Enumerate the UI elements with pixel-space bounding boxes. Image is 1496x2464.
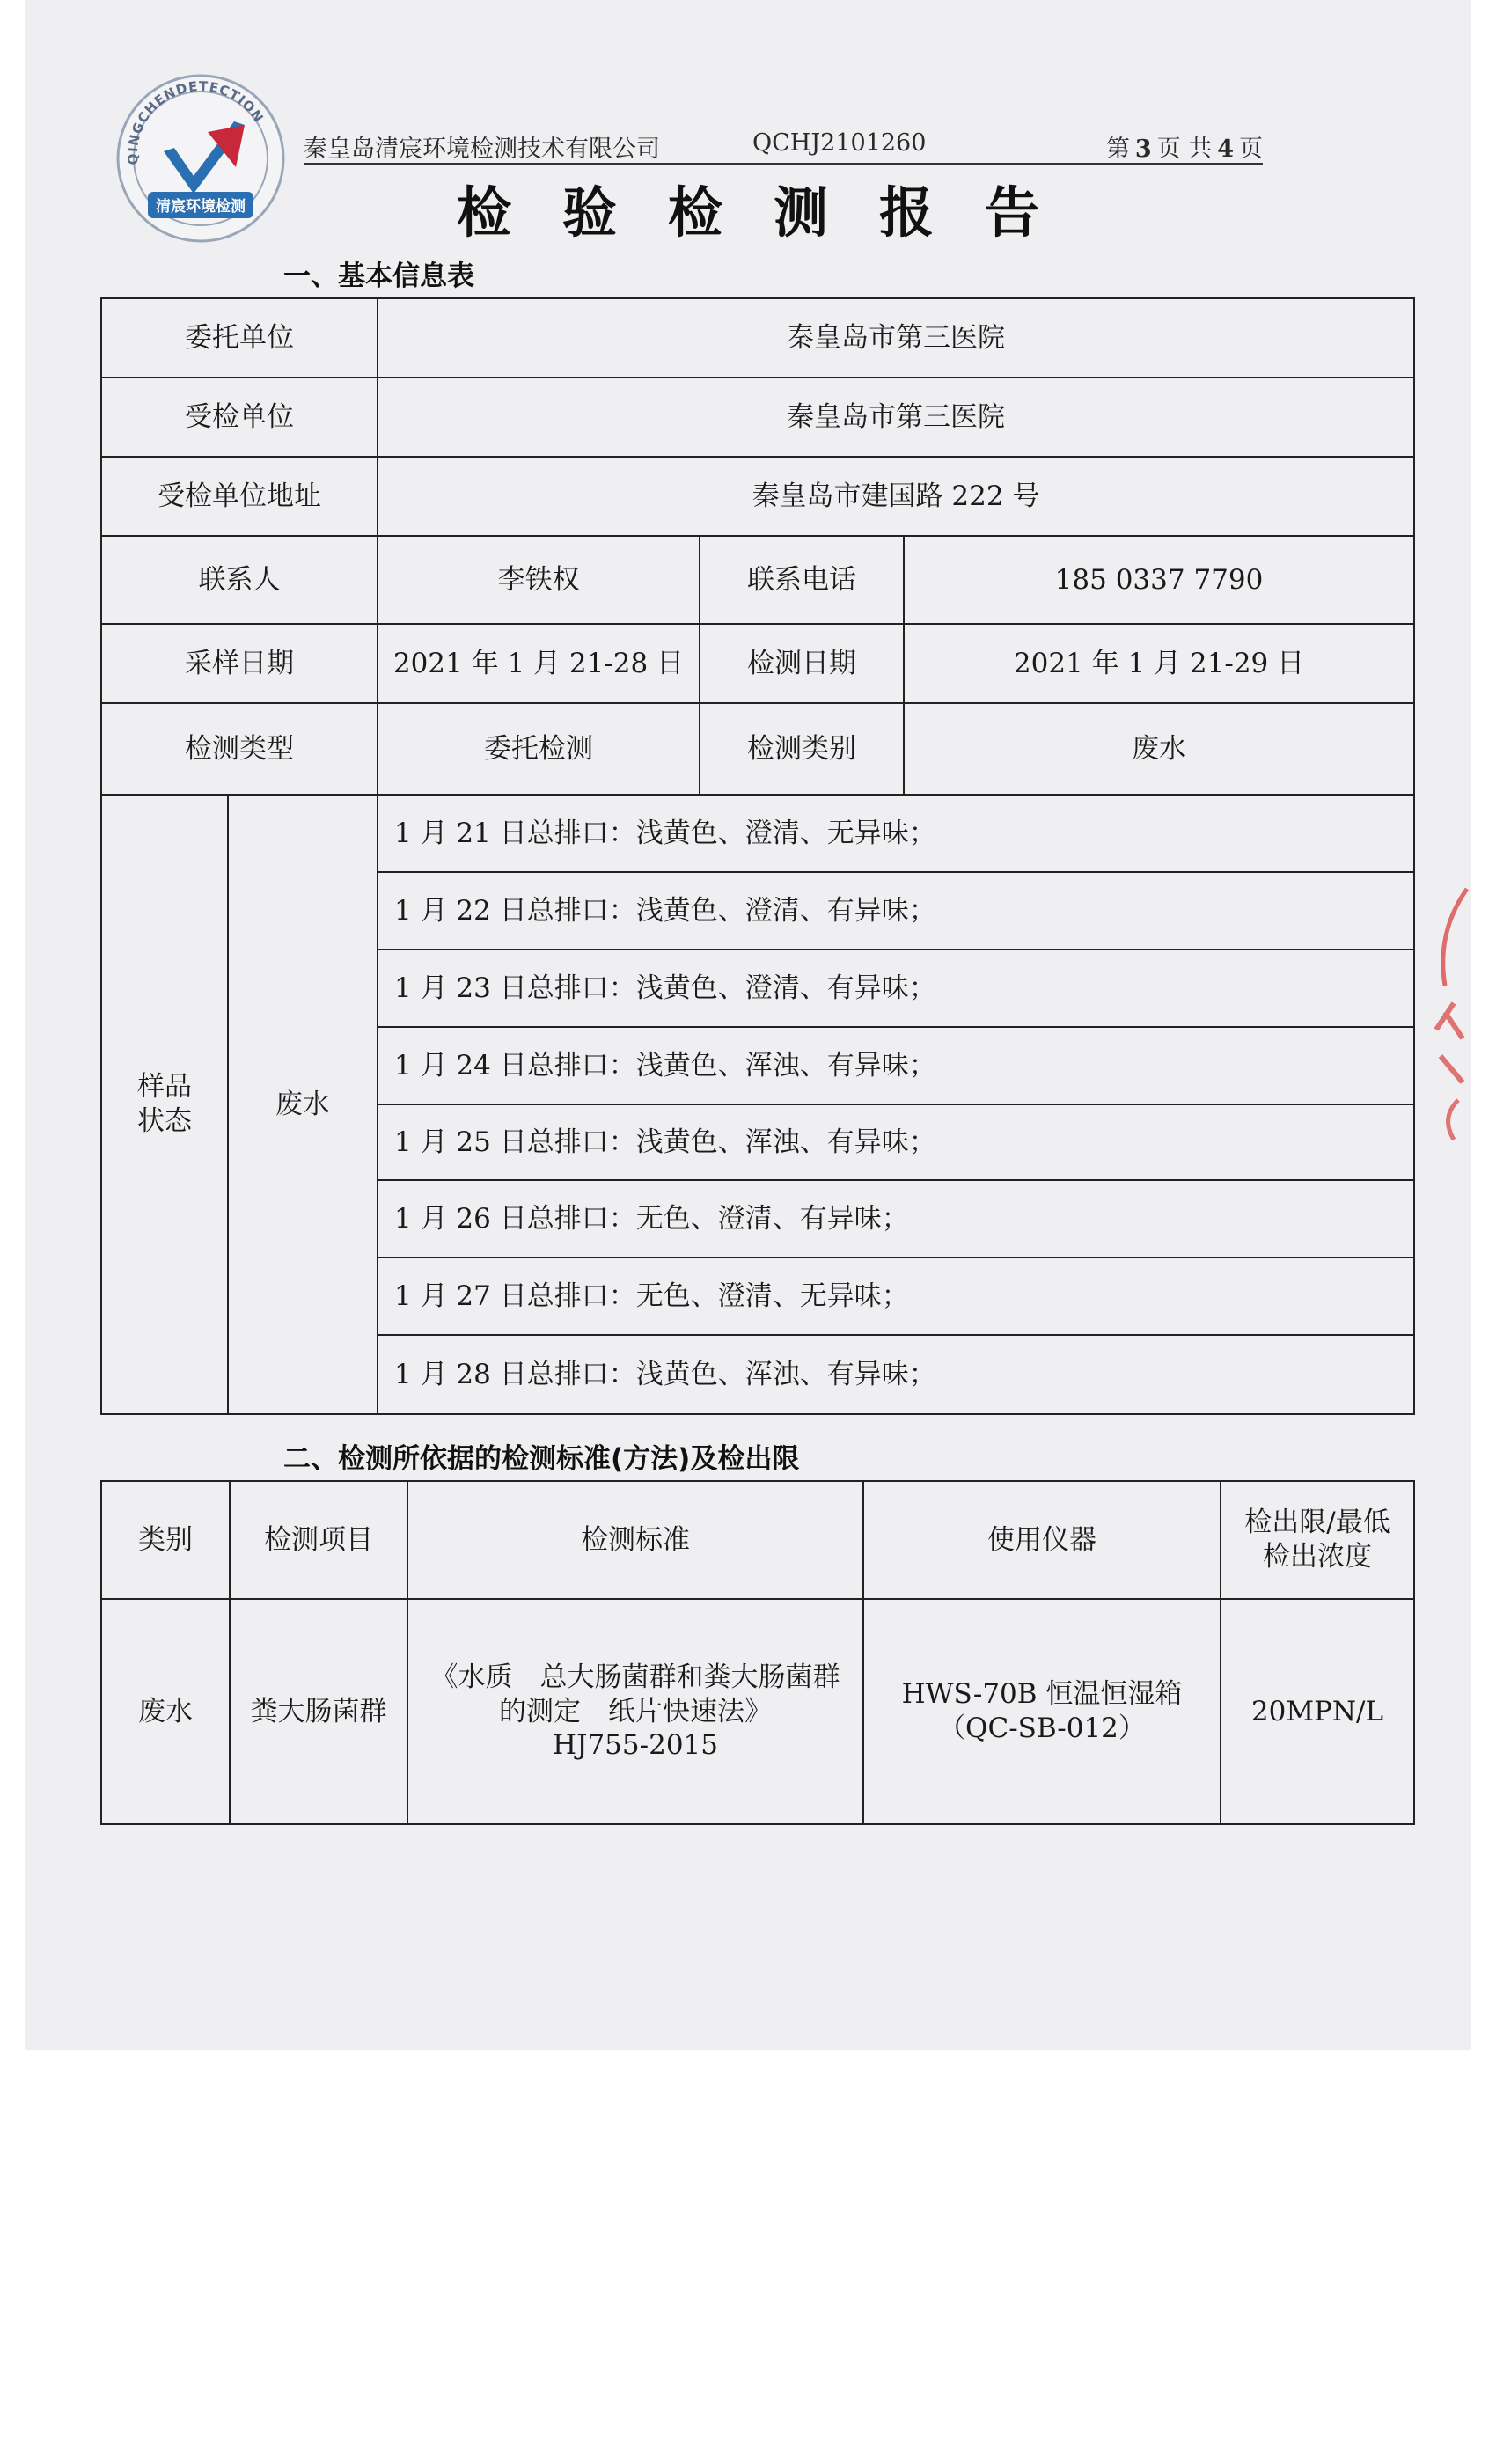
page-suffix: 页 <box>1239 136 1263 163</box>
row-standard-line3: HJ755-2015 <box>553 1729 718 1762</box>
header-item: 检测项目 <box>230 1481 407 1599</box>
row-item: 粪大肠菌群 <box>230 1599 407 1824</box>
page-mid: 页 共 <box>1156 136 1213 163</box>
status-row: 1 月 21 日总排口：浅黄色、澄清、无异味； <box>378 795 1414 872</box>
test-category-label: 检测类别 <box>700 703 904 795</box>
svg-text:QINGCHENDETECTION: QINGCHENDETECTION <box>124 77 268 165</box>
row-instrument-line1: HWS-70B 恒温恒湿箱 <box>901 1678 1183 1711</box>
status-row: 1 月 22 日总排口：浅黄色、澄清、有异味； <box>378 872 1414 950</box>
status-row: 1 月 28 日总排口：浅黄色、浑浊、有异味； <box>378 1335 1414 1414</box>
testing-date-value: 2021 年 1 月 21-29 日 <box>904 624 1414 703</box>
header-standard: 检测标准 <box>407 1481 863 1599</box>
phone-value: 185 0337 7790 <box>904 536 1414 624</box>
status-row: 1 月 24 日总排口：浅黄色、浑浊、有异味； <box>378 1027 1414 1104</box>
row-instrument-line2: （QC-SB-012） <box>938 1712 1146 1744</box>
page-current: 3 <box>1134 136 1152 163</box>
sampling-date-label: 采样日期 <box>101 624 378 703</box>
status-row: 1 月 27 日总排口：无色、澄清、无异味； <box>378 1258 1414 1335</box>
status-row: 1 月 23 日总排口：浅黄色、澄清、有异味； <box>378 950 1414 1027</box>
header-limit-line2: 检出浓度 <box>1263 1541 1372 1573</box>
status-row: 1 月 26 日总排口：无色、澄清、有异味； <box>378 1180 1414 1258</box>
page-total: 4 <box>1217 136 1234 163</box>
client-value: 秦皇岛市第三医院 <box>378 298 1414 378</box>
report-title: 检验检测报告 <box>456 180 1090 245</box>
address-value: 秦皇岛市建国路 222 号 <box>378 457 1414 536</box>
section-standards-title: 二、检测所依据的检测标准(方法)及检出限 <box>283 1443 800 1475</box>
sample-status-label <box>101 795 228 1414</box>
status-row: 1 月 25 日总排口：浅黄色、浑浊、有异味； <box>378 1104 1414 1180</box>
header-category: 类别 <box>101 1481 230 1599</box>
contact-label: 联系人 <box>101 536 378 624</box>
sample-status-label-line1: 样品 <box>137 1071 192 1104</box>
inspected-unit-value: 秦皇岛市第三医院 <box>378 378 1414 457</box>
sampling-date-value: 2021 年 1 月 21-28 日 <box>378 624 700 703</box>
testing-date-label: 检测日期 <box>700 624 904 703</box>
header-limit <box>1221 1481 1414 1599</box>
contact-value: 李铁权 <box>378 536 700 624</box>
basic-info-table <box>100 297 1415 1415</box>
address-label: 受检单位地址 <box>101 457 378 536</box>
company-name: 秦皇岛清宸环境检测技术有限公司 <box>304 136 660 163</box>
section-basic-info-title: 一、基本信息表 <box>283 260 474 292</box>
report-code: QCHJ2101260 <box>752 129 927 157</box>
header-limit-line1: 检出限/最低 <box>1244 1507 1390 1539</box>
row-standard <box>407 1599 863 1824</box>
page-prefix: 第 <box>1105 136 1130 163</box>
seam-stamp-mark <box>1419 880 1471 1144</box>
page-indicator <box>1106 129 1263 164</box>
svg-text:清宸环境检测: 清宸环境检测 <box>156 198 246 216</box>
row-instrument <box>863 1599 1221 1824</box>
row-limit: 20MPN/L <box>1221 1599 1414 1824</box>
standards-table <box>100 1480 1415 1825</box>
row-standard-line2: 的测定 纸片快速法》 <box>499 1695 772 1727</box>
phone-label: 联系电话 <box>700 536 904 624</box>
header-instrument: 使用仪器 <box>863 1481 1221 1599</box>
test-category-value: 废水 <box>904 703 1414 795</box>
row-category: 废水 <box>101 1599 230 1824</box>
client-label: 委托单位 <box>101 298 378 378</box>
test-type-label: 检测类型 <box>101 703 378 795</box>
sample-status-sample: 废水 <box>228 795 378 1414</box>
sample-status-label-line2: 状态 <box>137 1105 192 1137</box>
inspected-unit-label: 受检单位 <box>101 378 378 457</box>
test-type-value: 委托检测 <box>378 703 700 795</box>
row-standard-line1: 《水质 总大肠菌群和粪大肠菌群 <box>430 1661 840 1693</box>
report-header <box>304 128 1263 165</box>
